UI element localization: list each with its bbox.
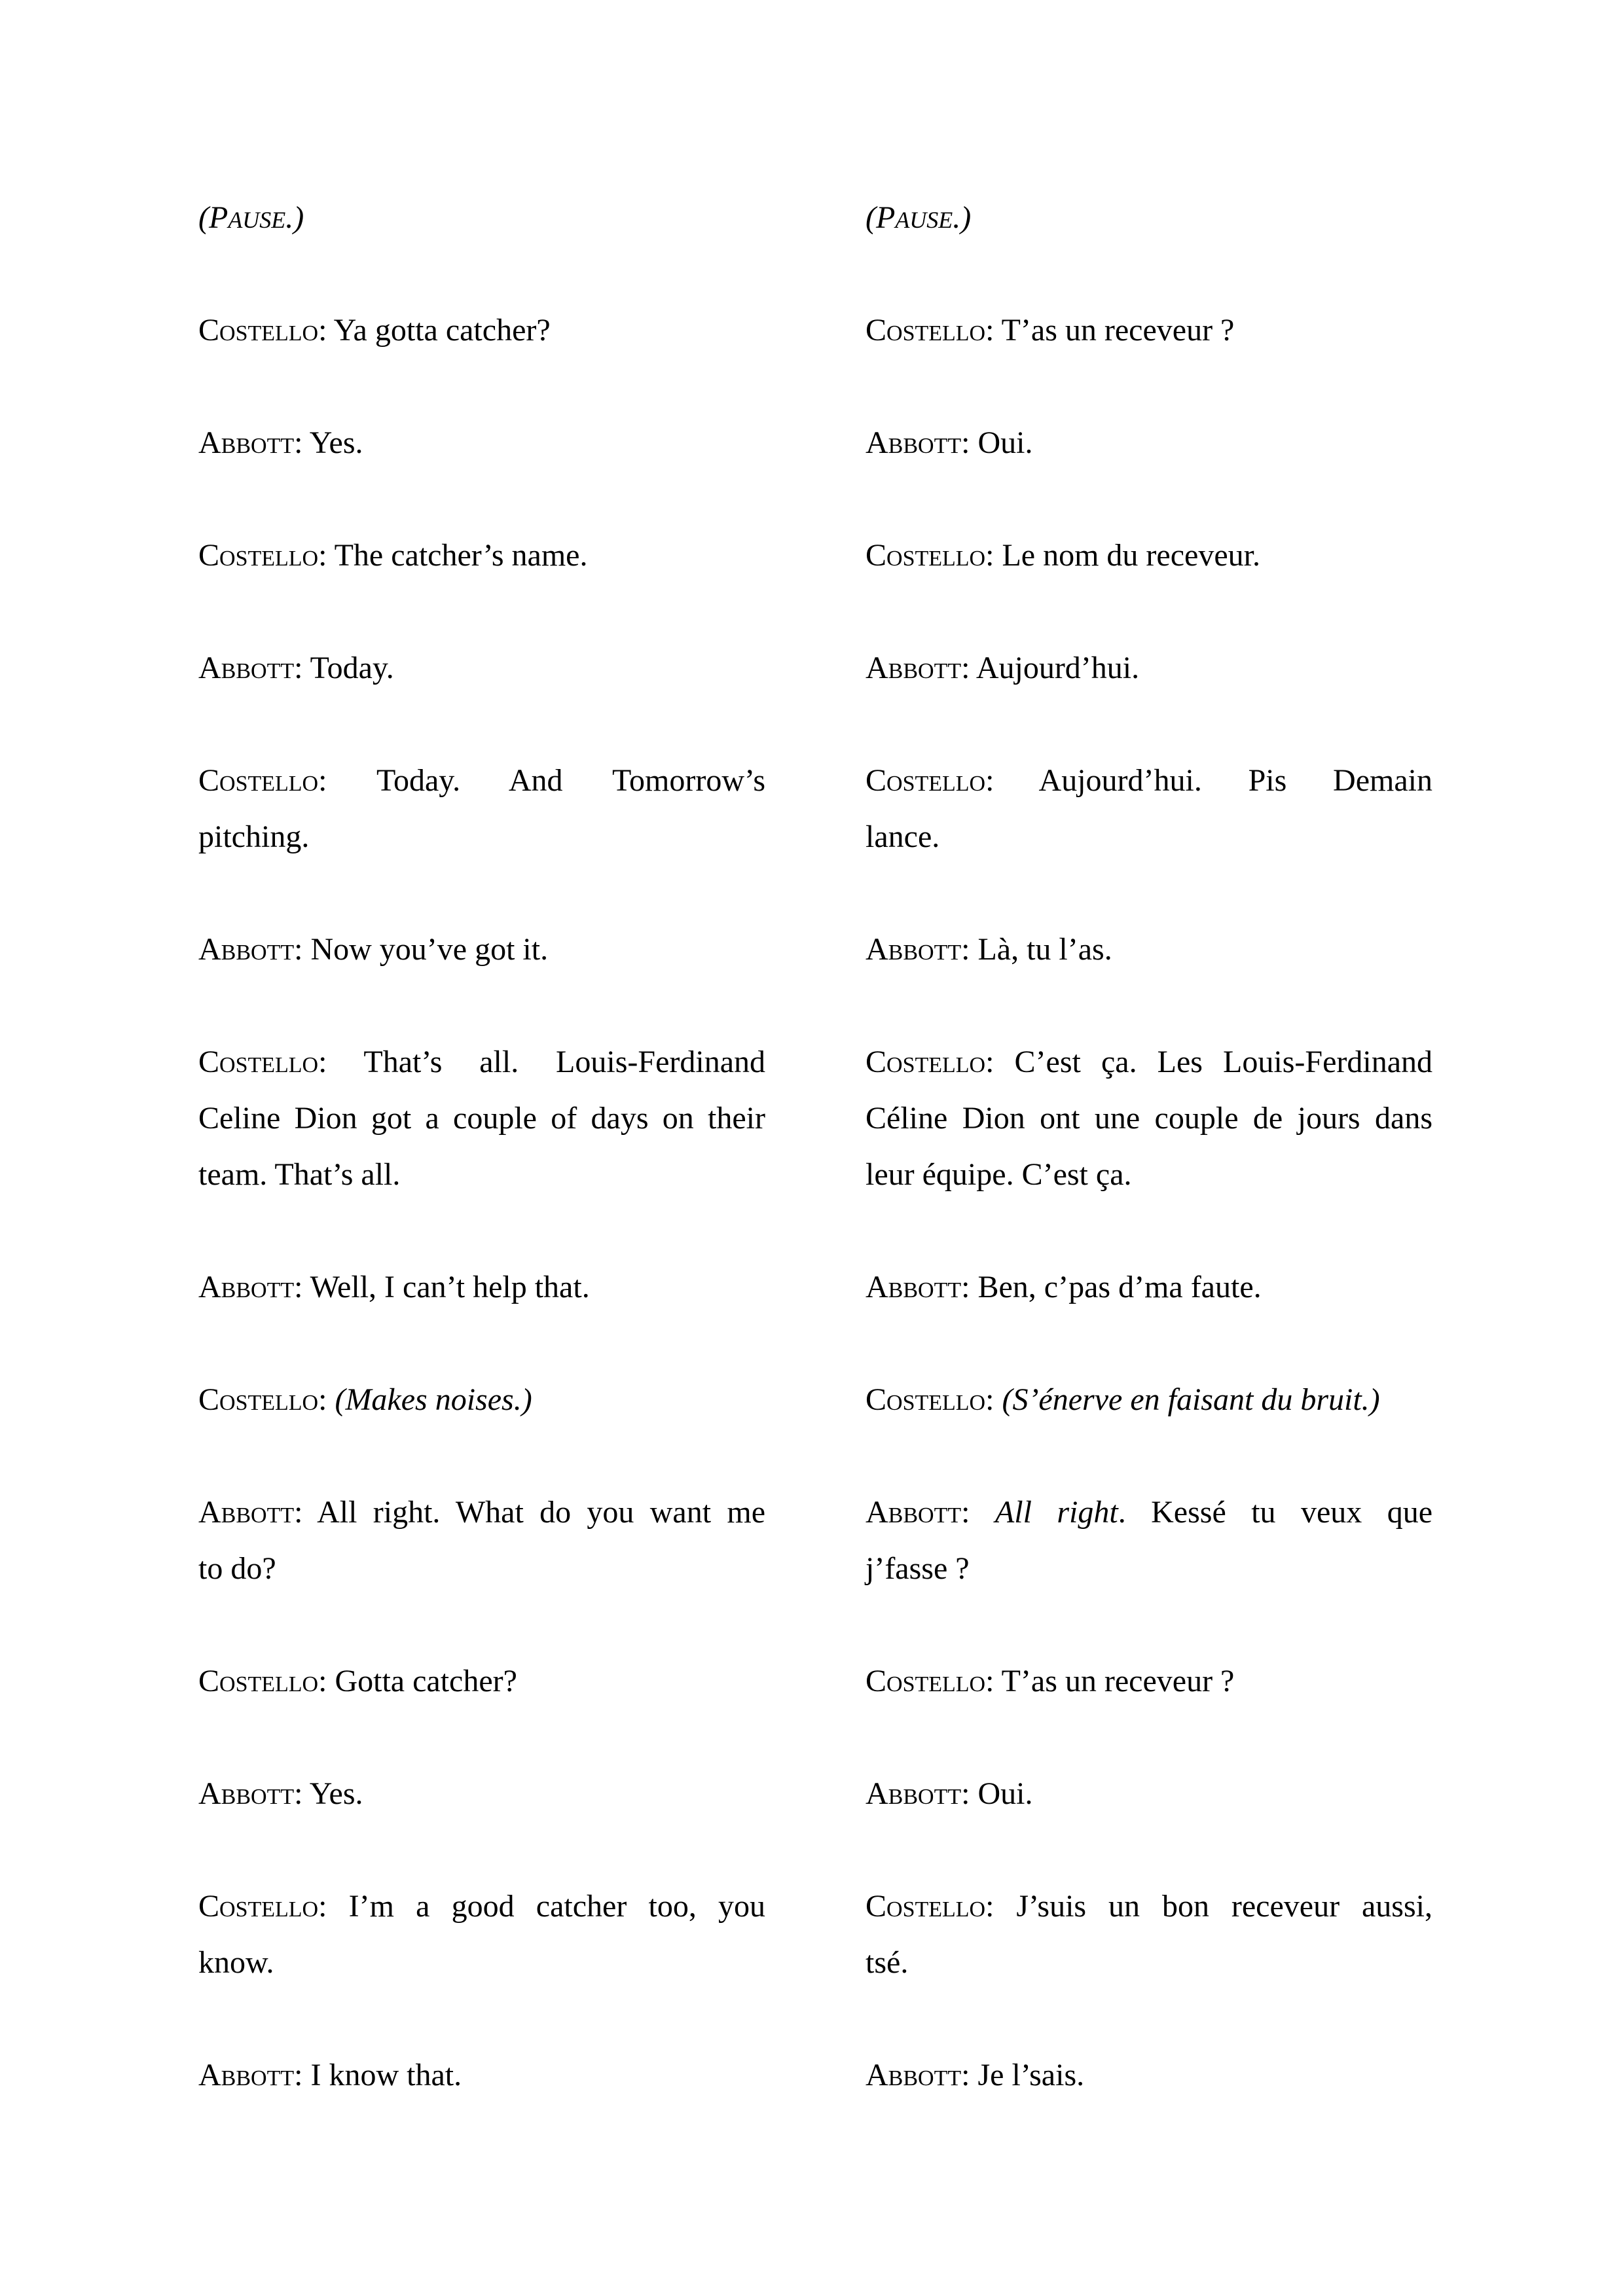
script-line xyxy=(866,1541,1432,1597)
speaker-name: Costello xyxy=(866,1382,986,1417)
script-line: Abbott: All right. What do you want me xyxy=(198,1495,766,1530)
script-line: Abbott: Well, I can’t help that. xyxy=(198,1270,590,1304)
script-line: Abbott: Aujourd’hui. xyxy=(866,651,1140,685)
script-line xyxy=(866,1090,1432,1147)
script-line: Abbott: Yes. xyxy=(198,425,363,460)
script-line xyxy=(198,190,765,246)
line-text: Aujourd’hui. xyxy=(976,651,1140,685)
speaker-name: Costello xyxy=(198,1045,319,1079)
script-line xyxy=(198,1090,765,1147)
speaker-name: Abbott xyxy=(866,425,962,460)
line-text: Well, I can’t help that. xyxy=(310,1270,590,1304)
script-line: Costello: Ya gotta catcher? xyxy=(198,313,551,348)
script-line: Abbott: I know that. xyxy=(198,2058,462,2092)
line-text: I know that. xyxy=(310,2058,462,2092)
speaker-name: Abbott xyxy=(198,425,295,460)
line-text: leur équipe. C’est ça. xyxy=(866,1157,1132,1192)
line-text: The catcher’s name. xyxy=(334,538,588,573)
speaker-name: Costello xyxy=(866,1664,986,1698)
speaker-name: Abbott xyxy=(866,932,962,967)
line-text: Oui. xyxy=(977,425,1033,460)
speaker-name: Costello xyxy=(866,313,986,348)
line-text: Ya gotta catcher? xyxy=(333,313,551,348)
script-line: Costello: Gotta catcher? xyxy=(198,1664,517,1698)
line-text: lance. xyxy=(866,819,940,854)
speaker-name: Costello xyxy=(198,1889,319,1924)
script-line xyxy=(866,809,1432,865)
speaker-name: Costello xyxy=(198,538,319,573)
line-text: to do? xyxy=(198,1551,276,1586)
script-line xyxy=(198,809,765,865)
line-text: .) xyxy=(953,200,972,235)
speaker-name: Abbott xyxy=(198,1270,295,1304)
line-text: Gotta catcher? xyxy=(335,1664,517,1698)
line-text: All right. What do you want me xyxy=(317,1495,766,1530)
speaker-name: Costello xyxy=(198,1382,319,1417)
script-line xyxy=(866,1147,1432,1203)
line-text: All right xyxy=(994,1495,1118,1530)
speaker-name: Abbott xyxy=(198,1495,295,1530)
speaker-name: Costello xyxy=(866,1889,986,1924)
speaker-name: Abbott xyxy=(198,2058,295,2092)
script-line: Abbott: Je l’sais. xyxy=(866,2058,1085,2092)
line-text: Ben, c’pas d’ma faute. xyxy=(977,1270,1262,1304)
line-text: j’fasse ? xyxy=(866,1551,970,1586)
script-line: Costello: C’est ça. Les Louis-Ferdinand xyxy=(866,1045,1432,1079)
script-line: Costello: I’m a good catcher too, you xyxy=(198,1889,765,1924)
speaker-name: Abbott xyxy=(198,932,295,967)
line-text: J’suis un bon receveur aussi, xyxy=(1016,1889,1432,1924)
script-line: Costello: Today. And Tomorrow’s xyxy=(198,763,765,798)
line-text: Now you’ve got it. xyxy=(310,932,549,967)
line-text: (S’énerve en faisant du bruit.) xyxy=(1002,1382,1380,1417)
speaker-name: Costello xyxy=(866,763,986,798)
speaker-name: Costello xyxy=(866,538,986,573)
speaker-name: Costello xyxy=(866,1045,986,1079)
line-text: know. xyxy=(198,1945,274,1980)
script-line: Abbott: Now you’ve got it. xyxy=(198,932,549,967)
script-line: Abbott: All right. Kessé tu veux que xyxy=(866,1495,1433,1530)
line-text: Yes. xyxy=(309,425,363,460)
line-text: AUSE xyxy=(895,207,953,233)
line-text: (P xyxy=(866,200,896,235)
line-text: Today. xyxy=(310,651,394,685)
line-text: Yes. xyxy=(309,1776,363,1811)
line-text: T’as un receveur ? xyxy=(1001,1664,1235,1698)
script-line: Abbott: Ben, c’pas d’ma faute. xyxy=(866,1270,1262,1304)
script-line: Costello: T’as un receveur ? xyxy=(866,1664,1235,1698)
speaker-name: Costello xyxy=(198,1664,319,1698)
speaker-name: Costello xyxy=(198,763,319,798)
script-line xyxy=(866,190,1432,246)
line-text: Aujourd’hui. Pis Demain xyxy=(1038,763,1432,798)
line-text: That’s all. Louis-Ferdinand xyxy=(363,1045,765,1079)
line-text: team. That’s all. xyxy=(198,1157,401,1192)
line-text: . Kessé tu veux que xyxy=(1118,1495,1433,1530)
speaker-name: Abbott xyxy=(866,2058,962,2092)
line-text: Oui. xyxy=(977,1776,1033,1811)
script-line: Costello: (Makes noises.) xyxy=(198,1382,532,1417)
speaker-name: Abbott xyxy=(198,1776,295,1811)
script-line: Abbott: Là, tu l’as. xyxy=(866,932,1112,967)
script-line: Costello: T’as un receveur ? xyxy=(866,313,1235,348)
script-line: Costello: J’suis un bon receveur aussi, xyxy=(866,1889,1432,1924)
line-text: tsé. xyxy=(866,1945,909,1980)
line-text: Le nom du receveur. xyxy=(1002,538,1260,573)
script-line xyxy=(198,1541,765,1597)
script-line: Costello: The catcher’s name. xyxy=(198,538,588,573)
script-line: Abbott: Today. xyxy=(198,651,394,685)
line-text: I’m a good catcher too, you xyxy=(348,1889,765,1924)
line-text: .) xyxy=(285,200,304,235)
line-text: Céline Dion ont une couple de jours dans xyxy=(866,1101,1432,1136)
script-line: Costello: Le nom du receveur. xyxy=(866,538,1260,573)
line-text: Je l’sais. xyxy=(977,2058,1085,2092)
line-text: (Makes noises.) xyxy=(335,1382,532,1417)
script-line: Abbott: Oui. xyxy=(866,1776,1033,1811)
script-line xyxy=(198,1935,765,1991)
speaker-name: Abbott xyxy=(866,1495,962,1530)
speaker-name: Abbott xyxy=(866,1270,962,1304)
script-line: Abbott: Yes. xyxy=(198,1776,363,1811)
speaker-name: Abbott xyxy=(866,1776,962,1811)
script-line: Costello: That’s all. Louis-Ferdinand xyxy=(198,1045,765,1079)
script-line: Costello: (S’énerve en faisant du bruit.) xyxy=(866,1382,1380,1417)
line-text: (P xyxy=(198,200,228,235)
line-text: Celine Dion got a couple of days on their xyxy=(198,1101,765,1136)
line-text: pitching. xyxy=(198,819,310,854)
line-text: Là, tu l’as. xyxy=(977,932,1112,967)
line-text: T’as un receveur ? xyxy=(1001,313,1235,348)
line-text: AUSE xyxy=(228,207,286,233)
line-text: Today. And Tomorrow’s xyxy=(376,763,765,798)
script-line: Costello: Aujourd’hui. Pis Demain xyxy=(866,763,1432,798)
speaker-name: Abbott xyxy=(198,651,295,685)
line-text: C’est ça. Les Louis-Ferdinand xyxy=(1014,1045,1432,1079)
script-line: Abbott: Oui. xyxy=(866,425,1033,460)
script-line xyxy=(198,1147,765,1203)
speaker-name: Costello xyxy=(198,313,319,348)
speaker-name: Abbott xyxy=(866,651,962,685)
script-line xyxy=(866,1935,1432,1991)
